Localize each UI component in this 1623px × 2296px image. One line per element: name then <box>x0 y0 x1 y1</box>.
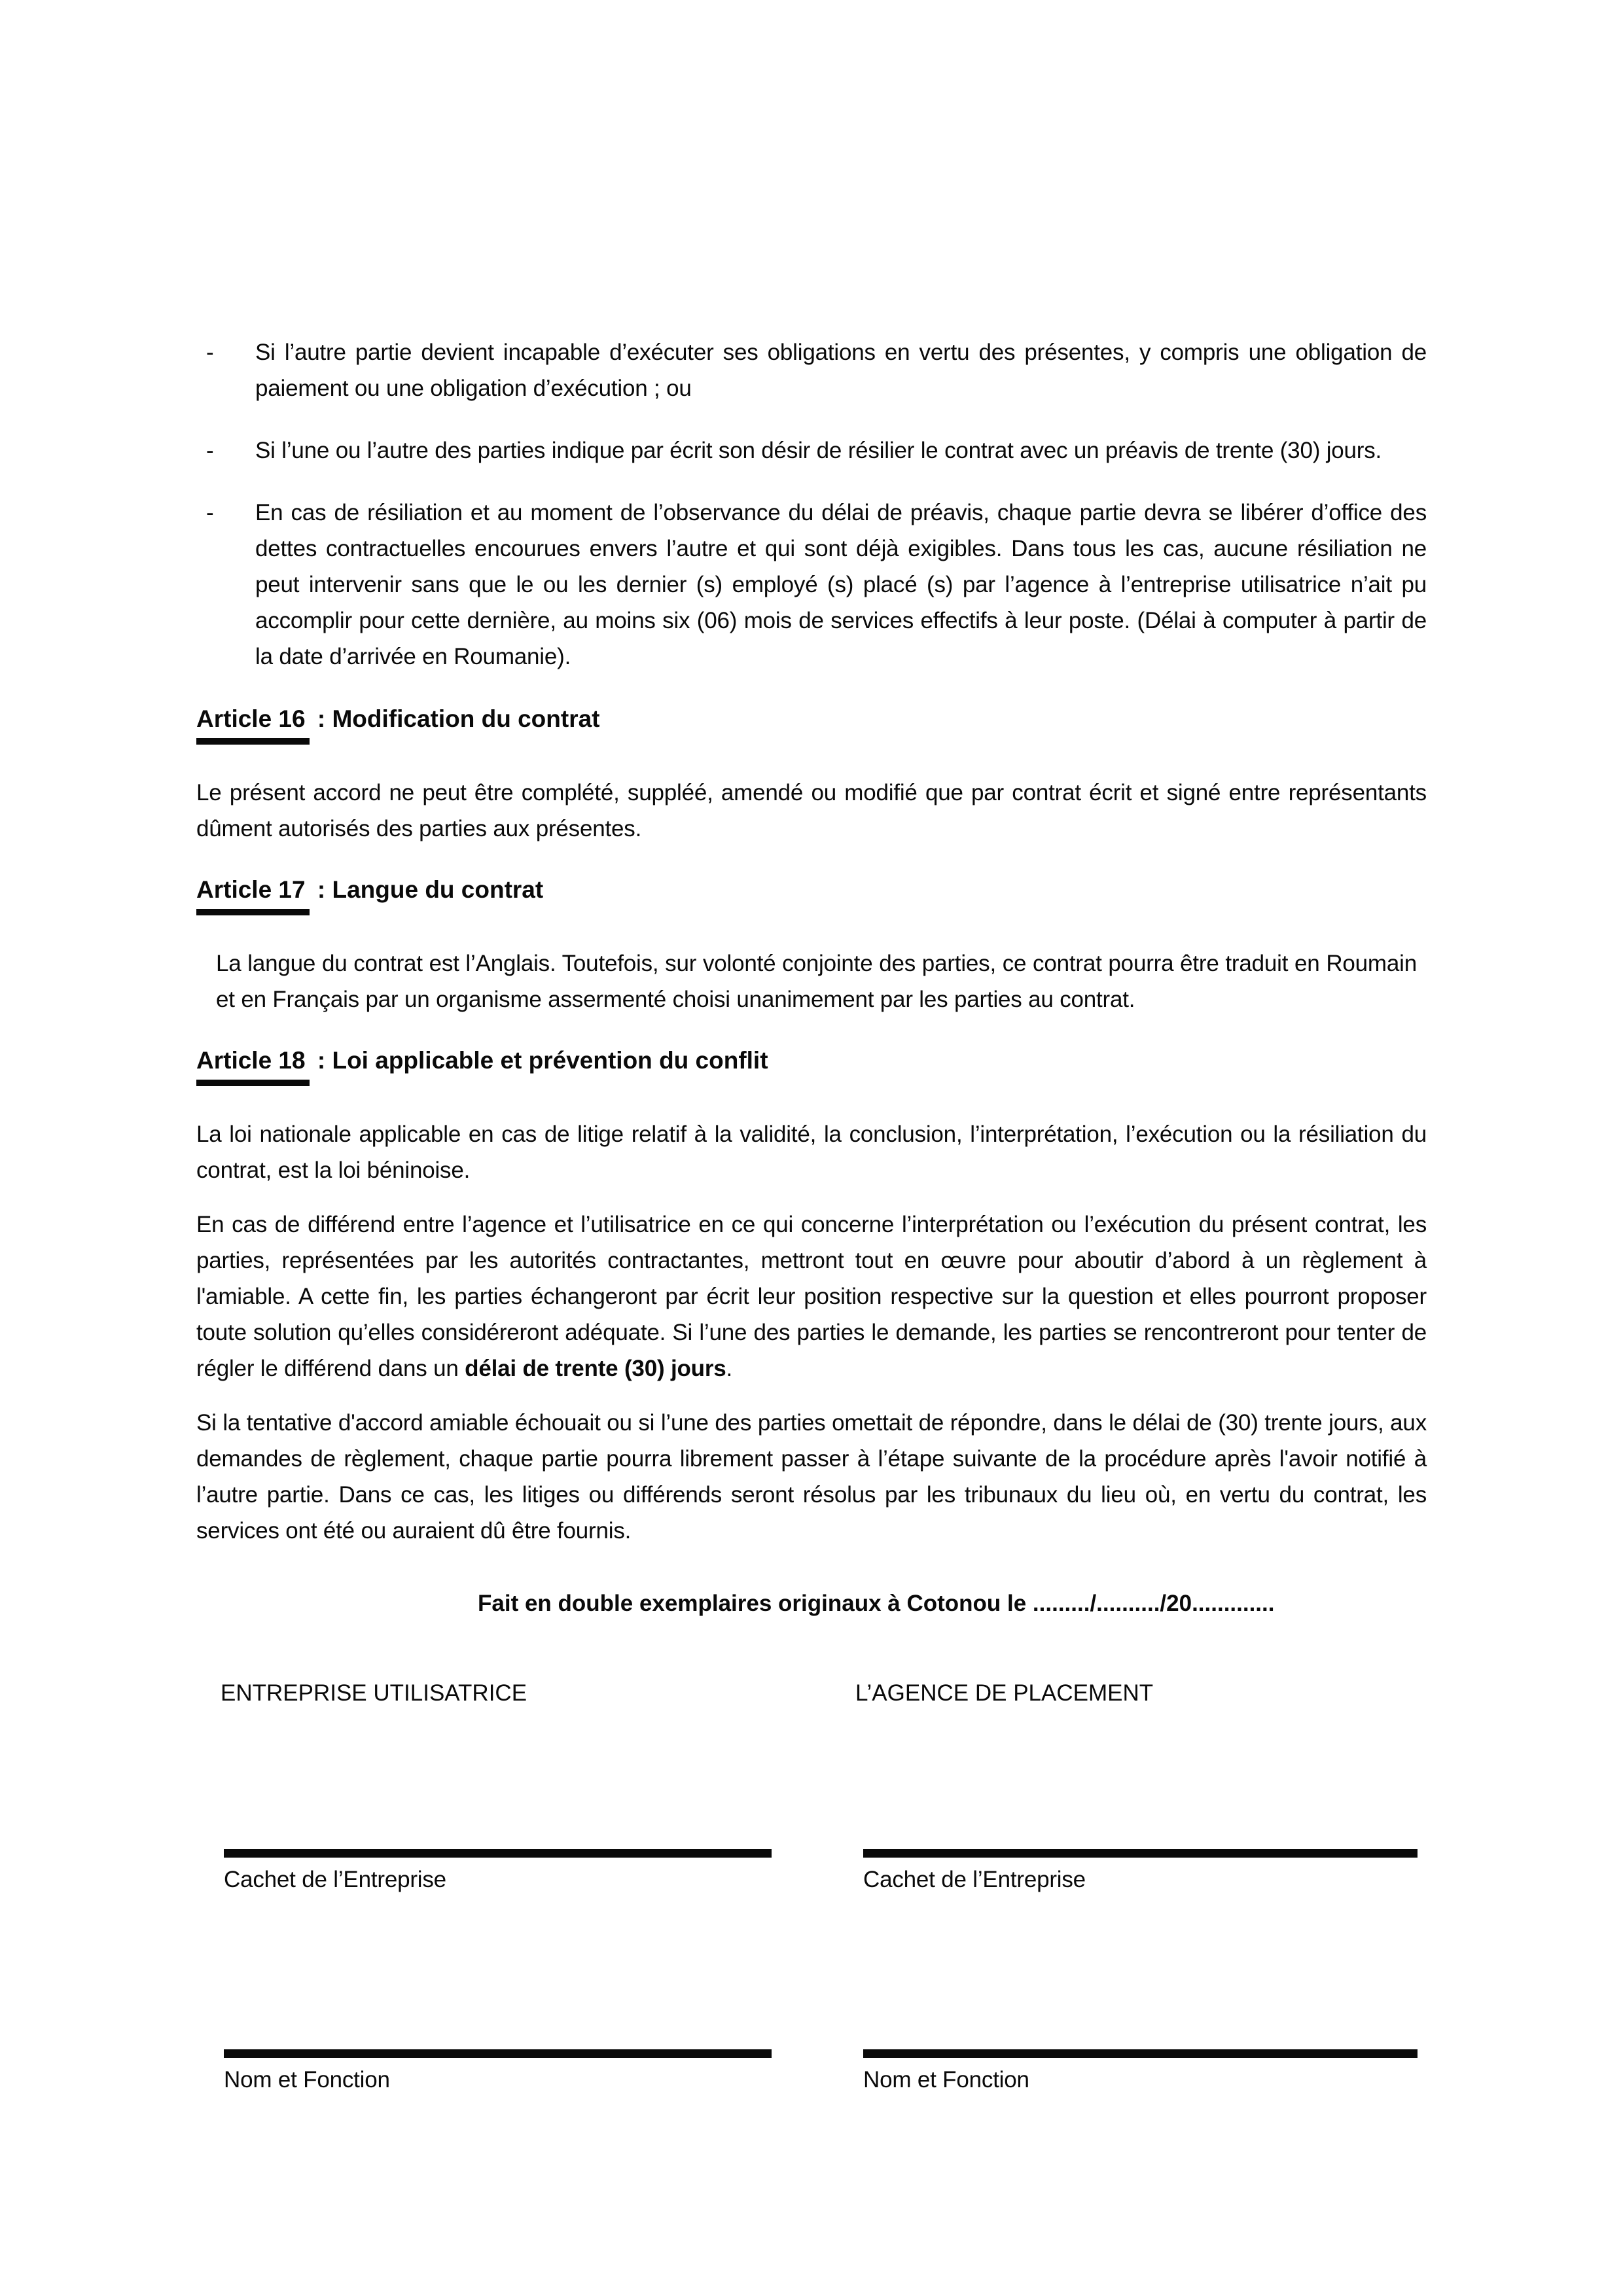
party-label-placement-agency: L’AGENCE DE PLACEMENT <box>855 1680 1154 1706</box>
stamp-label: Cachet de l’Entreprise <box>863 1867 1086 1892</box>
company-stamp-field-right <box>863 1849 1418 1898</box>
name-function-label: Nom et Fonction <box>863 2067 1029 2093</box>
bullet-dash: - <box>206 438 214 463</box>
article-18-heading <box>196 1042 1427 1086</box>
signature-line <box>863 2049 1418 2058</box>
article-17-heading <box>196 872 1427 915</box>
article-17-title: : Langue du contrat <box>310 876 544 903</box>
article-18-title: : Loi applicable et prévention du conflit <box>310 1047 768 1074</box>
article-18-number: Article 18 <box>196 1042 310 1086</box>
article-17-number: Article 17 <box>196 872 310 915</box>
termination-bullet-3 <box>196 495 1427 675</box>
article-18-paragraph-1: La loi nationale applicable en cas de litige relatif à la validité, la conclusion, l’interprétation, l’exécution ou la résiliation du contrat, est la loi béninoise. <box>196 1122 1427 1183</box>
signature-line <box>224 2049 772 2058</box>
signature-line <box>224 1849 772 1858</box>
article-16-number: Article 16 <box>196 701 310 745</box>
bullet-dash: - <box>206 340 214 365</box>
bullet-dash: - <box>206 500 214 525</box>
article-18-paragraph-3: Si la tentative d'accord amiable échouait ou si l’une des parties omettait de répondre, dans le délai de (30) trente jours, aux demandes de règlement, chaque partie pourra librement passer à l’étape suivante de la procédure après l'avoir notifié à l’autre partie. Dans ce cas, les litiges ou différends seront résolus par les tribunaux du lieu où, en vertu du contrat, les services ont été ou auraient dû être fournis. <box>196 1410 1427 1544</box>
article-16-paragraph: Le présent accord ne peut être complété, suppléé, amendé ou modifié que par contrat écrit et signé entre représentants dûment autorisés des parties aux présentes. <box>196 780 1427 841</box>
article-18-paragraph-2 <box>196 1207 1427 1386</box>
document-body <box>196 334 1427 1621</box>
article-16-heading <box>196 701 1427 745</box>
company-stamp-field-left <box>224 1849 772 1898</box>
bullet-text: En cas de résiliation et au moment de l’observance du délai de préavis, chaque partie devra se libérer d’office des dettes contractuelles encourues envers l’autre et qui sont déjà exigibles. Dans tous les cas, aucune résiliation ne peut intervenir sans que le ou les dernier (s) employé (s) placé (s) par l’agence à l’entreprise utilisatrice n’ait pu accomplir pour cette dernière, au moins six (06) mois de services effectifs à leur poste. (Délai à computer à partir de la date d’arrivée en Roumanie). <box>255 500 1427 669</box>
bullet-text: Si l’autre partie devient incapable d’exécuter ses obligations en vertu des présentes, y compris une obligation de paiement ou une obligation d’exécution ; ou <box>255 340 1427 401</box>
paragraph-text-end: . <box>726 1356 733 1381</box>
name-function-label: Nom et Fonction <box>224 2067 390 2093</box>
termination-bullet-2 <box>196 433 1427 468</box>
article-17-paragraph: La langue du contrat est l’Anglais. Toutefois, sur volonté conjointe des parties, ce contrat pourra être traduit en Roumain et en Français par un organisme assermenté choisi unanimement par les parties au contrat. <box>216 951 1417 1012</box>
signature-line <box>863 1849 1418 1858</box>
paragraph-text: En cas de différend entre l’agence et l’utilisatrice en ce qui concerne l’interprétation ou l’exécution du présent contrat, les parties, représentées par les autorités contractantes, mettront tout en œuvre pour aboutir d’abord à un règlement à l'amiable. A cette fin, les parties échangeront par écrit leur position respective sur la question et elles pourront proposer toute solution qu’elles considéreront adéquate. Si l’une des parties le demande, les parties se rencontreront pour tenter de régler le différend dans un <box>196 1212 1427 1381</box>
bold-deadline-phrase: délai de trente (30) jours <box>465 1356 726 1381</box>
article-16-title: : Modification du contrat <box>310 705 600 732</box>
name-function-field-left <box>224 2049 772 2098</box>
party-label-user-company: ENTREPRISE UTILISATRICE <box>221 1680 527 1706</box>
execution-place-date-line: Fait en double exemplaires originaux à Cotonou le ........./........../20............. <box>478 1591 1275 1616</box>
signature-section <box>196 1675 1427 2146</box>
name-function-field-right <box>863 2049 1418 2098</box>
termination-bullet-1 <box>196 334 1427 406</box>
bullet-text: Si l’une ou l’autre des parties indique par écrit son désir de résilier le contrat avec un préavis de trente (30) jours. <box>255 438 1382 463</box>
stamp-label: Cachet de l’Entreprise <box>224 1867 446 1892</box>
